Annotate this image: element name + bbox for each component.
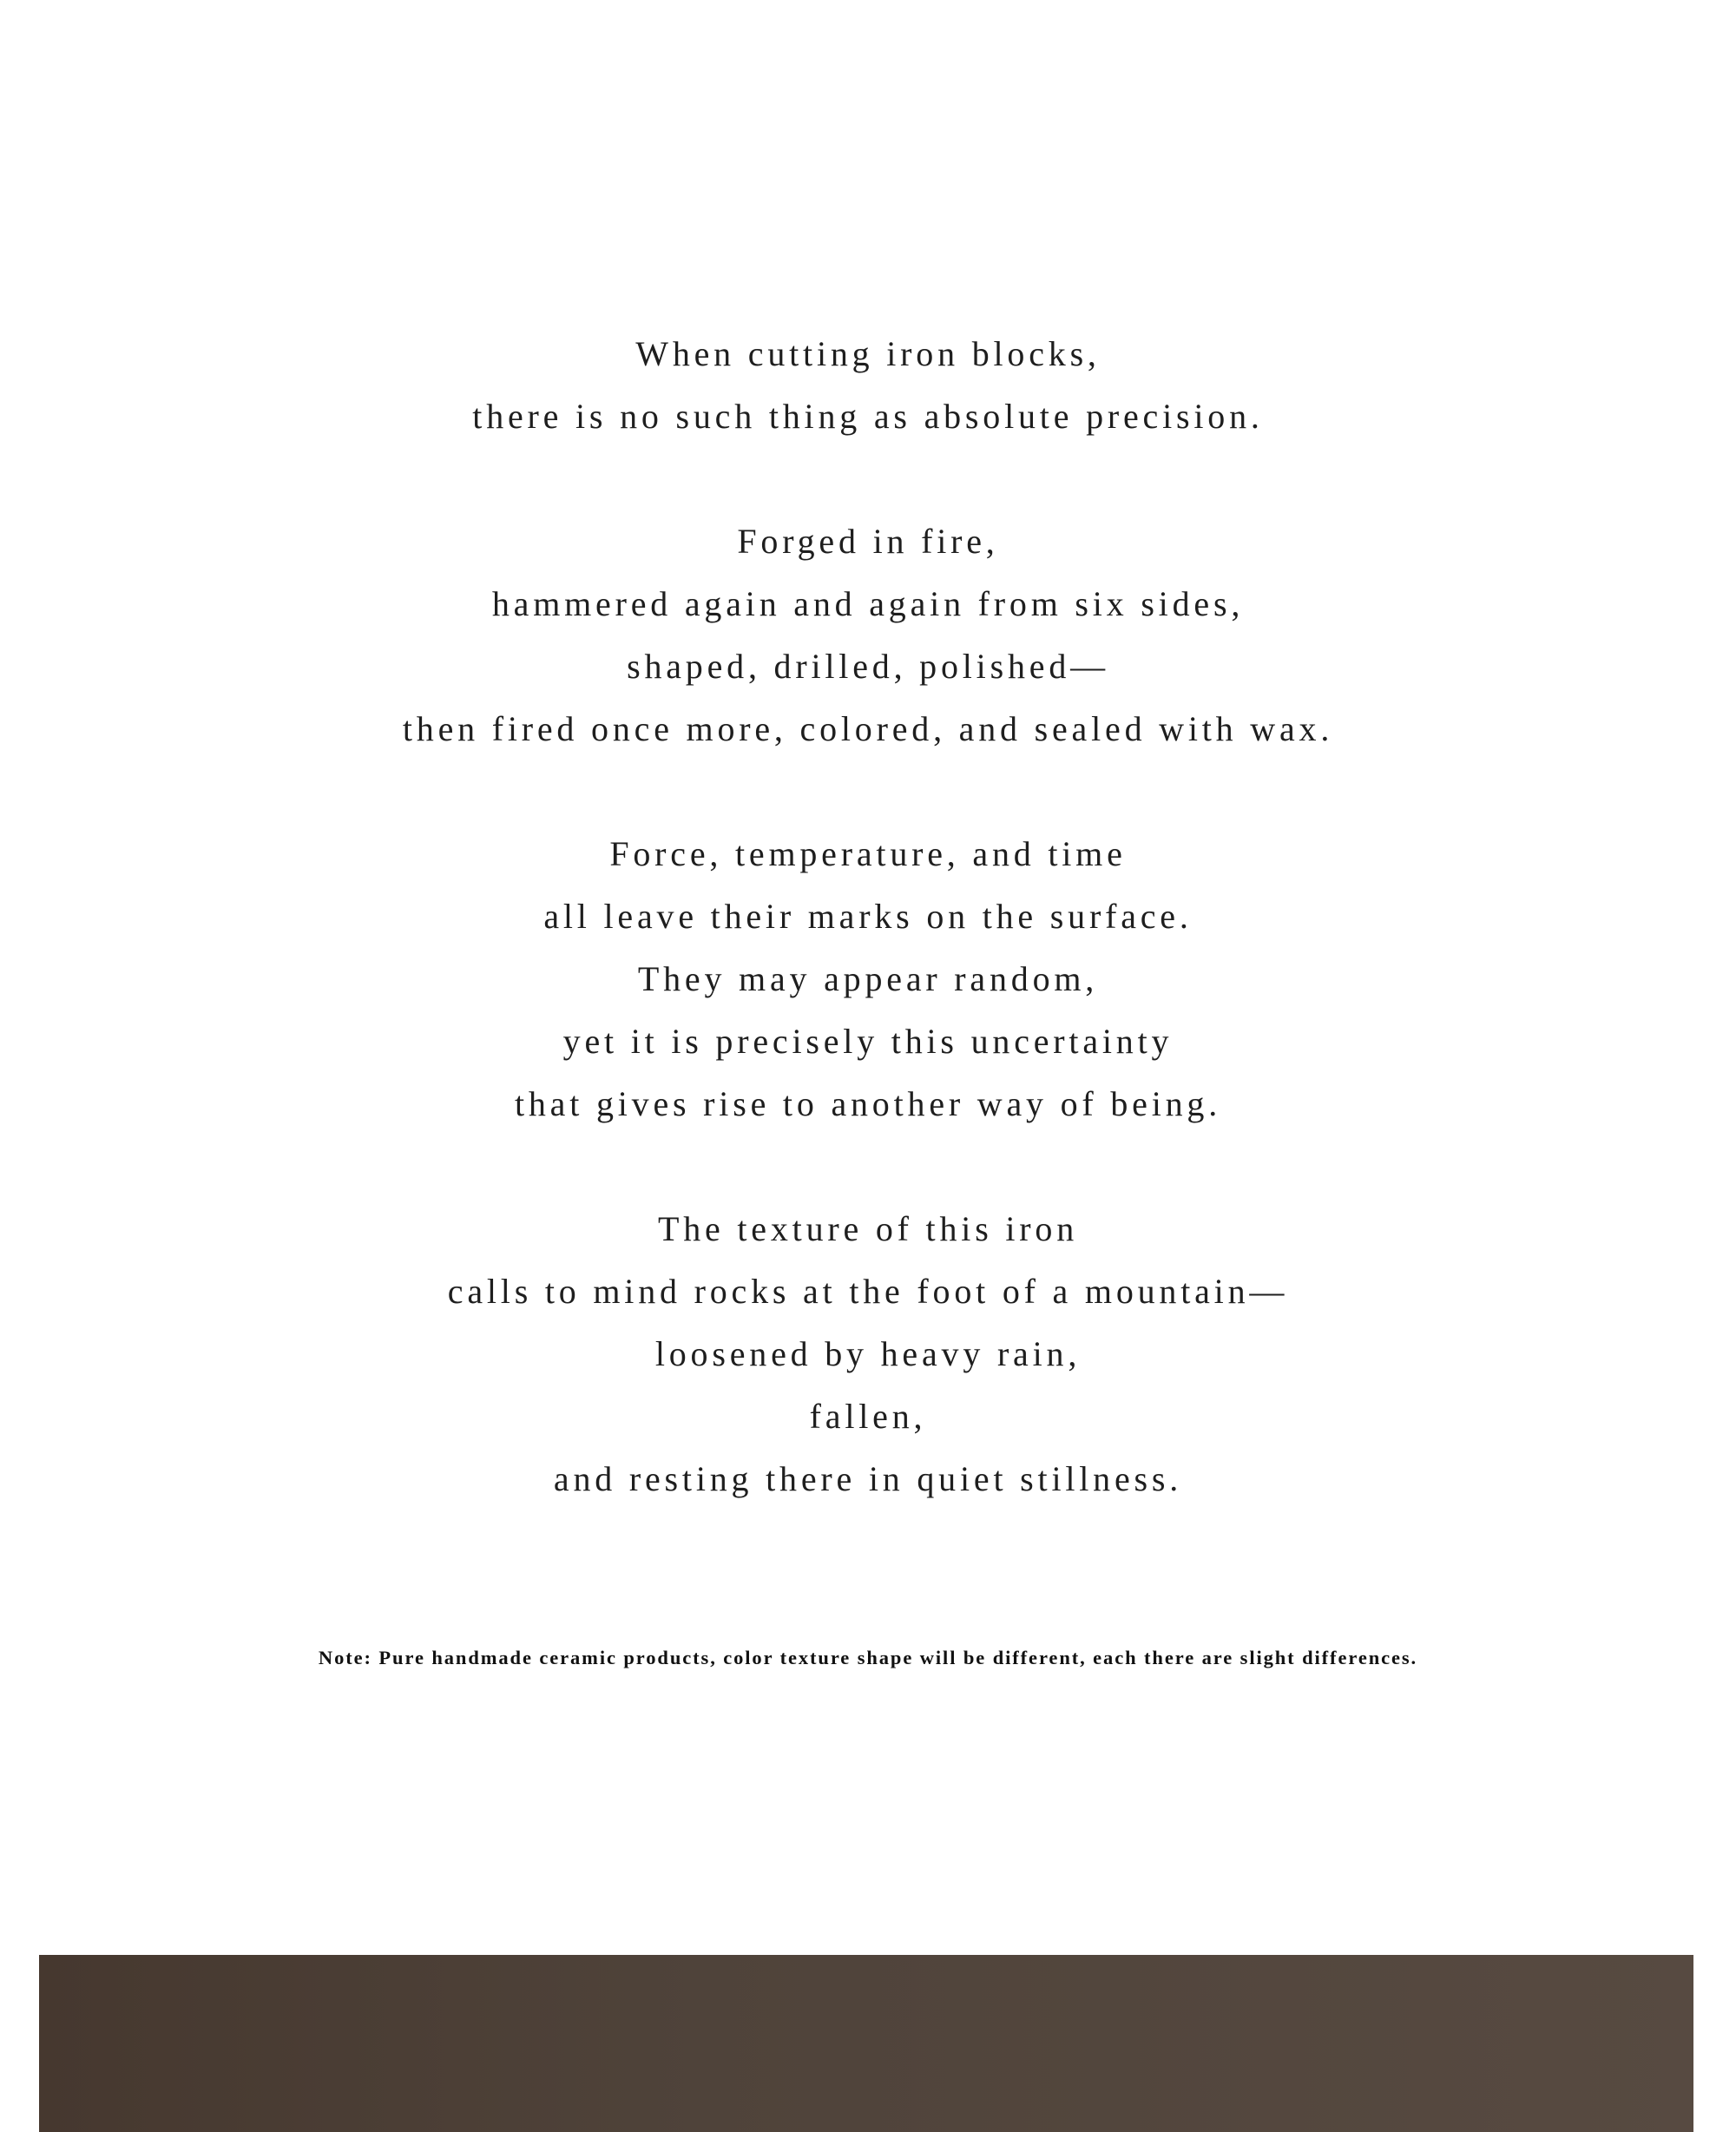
poem-line: shaped, drilled, polished— bbox=[627, 647, 1109, 686]
poem-line: loosened by heavy rain, bbox=[654, 1334, 1082, 1373]
poem-line: there is no such thing as absolute precision. bbox=[472, 397, 1264, 436]
poem-line: yet it is precisely this uncertainty bbox=[562, 1022, 1174, 1061]
poem-stanza-2 bbox=[0, 510, 1736, 760]
poem bbox=[0, 323, 1736, 1573]
poem-stanza-1 bbox=[0, 323, 1736, 448]
poem-line: They may appear random, bbox=[637, 959, 1099, 998]
poem-line: calls to mind rocks at the foot of a mountain— bbox=[447, 1272, 1289, 1311]
poem-stanza-3 bbox=[0, 823, 1736, 1135]
handmade-note: Note: Pure handmade ceramic products, color texture shape will be different, each there are slight differences. bbox=[318, 1647, 1418, 1668]
poem-line: fallen, bbox=[809, 1397, 927, 1436]
poem-line: that gives rise to another way of being. bbox=[514, 1084, 1222, 1123]
poem-line: and resting there in quiet stillness. bbox=[553, 1459, 1183, 1498]
poem-line: hammered again and again from six sides, bbox=[491, 584, 1245, 623]
poem-line: The texture of this iron bbox=[658, 1209, 1078, 1248]
poem-line: Forged in fire, bbox=[737, 522, 999, 561]
product-image-banner bbox=[39, 1955, 1693, 2132]
poem-line: all leave their marks on the surface. bbox=[543, 897, 1193, 936]
poem-line: When cutting iron blocks, bbox=[635, 334, 1101, 373]
poem-line: then fired once more, colored, and sealed with wax. bbox=[402, 709, 1334, 748]
poem-line: Force, temperature, and time bbox=[609, 834, 1127, 873]
poem-stanza-4 bbox=[0, 1198, 1736, 1510]
